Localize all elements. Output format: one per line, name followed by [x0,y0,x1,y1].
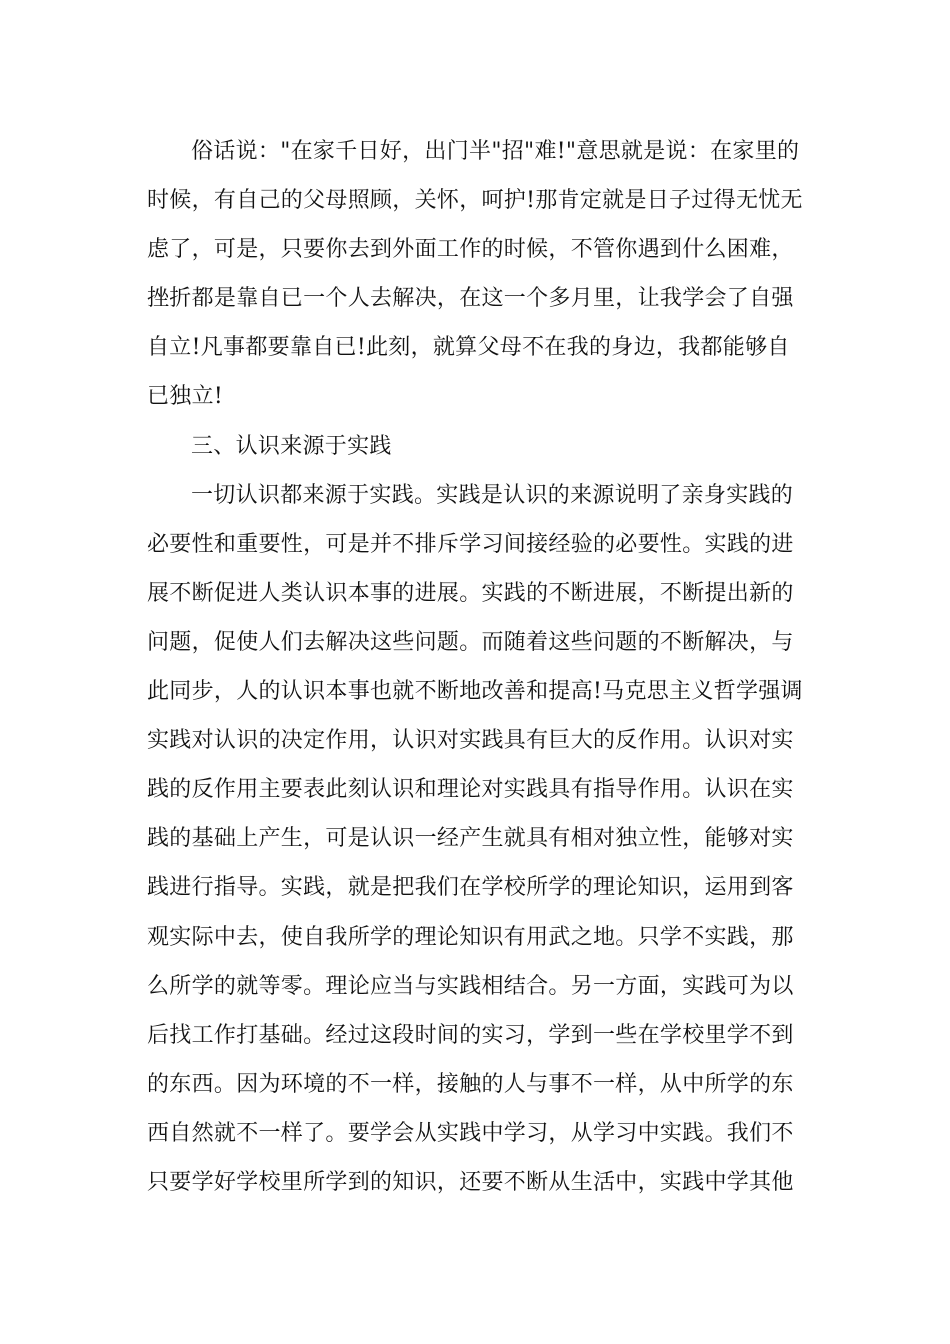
text-line: 展不断促进人类认识本事的进展。实践的不断进展，不断提出新的 [147,580,794,606]
document-body [147,127,807,1207]
text-line: 后找工作打基础。经过这段时间的实习，学到一些在学校里学不到 [147,1022,794,1048]
text-line: 虑了，可是，只要你去到外面工作的时候，不管你遇到什么困难， [147,237,794,263]
text-line: 只要学好学校里所学到的知识，还要不断从生活中，实践中学其他 [147,1169,794,1195]
text-line: 么所学的就等零。理论应当与实践相结合。另一方面，实践可为以 [147,973,794,999]
text-line: 自立!凡事都要靠自已!此刻，就算父母不在我的身边，我都能够自 [147,335,790,361]
text-line: 必要性和重要性，可是并不排斥学习间接经验的必要性。实践的进 [147,531,794,557]
text-line: 一切认识都来源于实践。实践是认识的来源说明了亲身实践的 [191,482,794,508]
text-line: 践的反作用主要表此刻认识和理论对实践具有指导作用。认识在实 [147,777,794,803]
text-line: 此同步，人的认识本事也就不断地改善和提高!马克思主义哲学强调 [147,679,803,705]
text-line: 时候，有自己的父母照顾，关怀，呵护!那肯定就是日子过得无忧无 [147,188,803,214]
text-line: 践的基础上产生，可是认识一经产生就具有相对独立性，能够对实 [147,826,794,852]
section-heading: 三、认识来源于实践 [191,433,392,459]
text-line: 实践对认识的决定作用，认识对实践具有巨大的反作用。认识对实 [147,728,794,754]
text-line: 挫折都是靠自已一个人去解决，在这一个多月里，让我学会了自强 [147,286,794,312]
text-line: 俗话说："在家千日好，出门半"招"难!"意思就是说：在家里的 [191,139,800,164]
text-line: 西自然就不一样了。要学会从实践中学习，从学习中实践。我们不 [147,1120,794,1146]
text-line: 问题，促使人们去解决这些问题。而随着这些问题的不断解决，与 [147,629,794,655]
text-line: 观实际中去，使自我所学的理论知识有用武之地。只学不实践，那 [147,924,794,950]
text-line: 已独立! [147,384,224,410]
text-line: 的东西。因为环境的不一样，接触的人与事不一样，从中所学的东 [147,1071,794,1097]
text-line: 践进行指导。实践，就是把我们在学校所学的理论知识，运用到客 [147,875,794,901]
